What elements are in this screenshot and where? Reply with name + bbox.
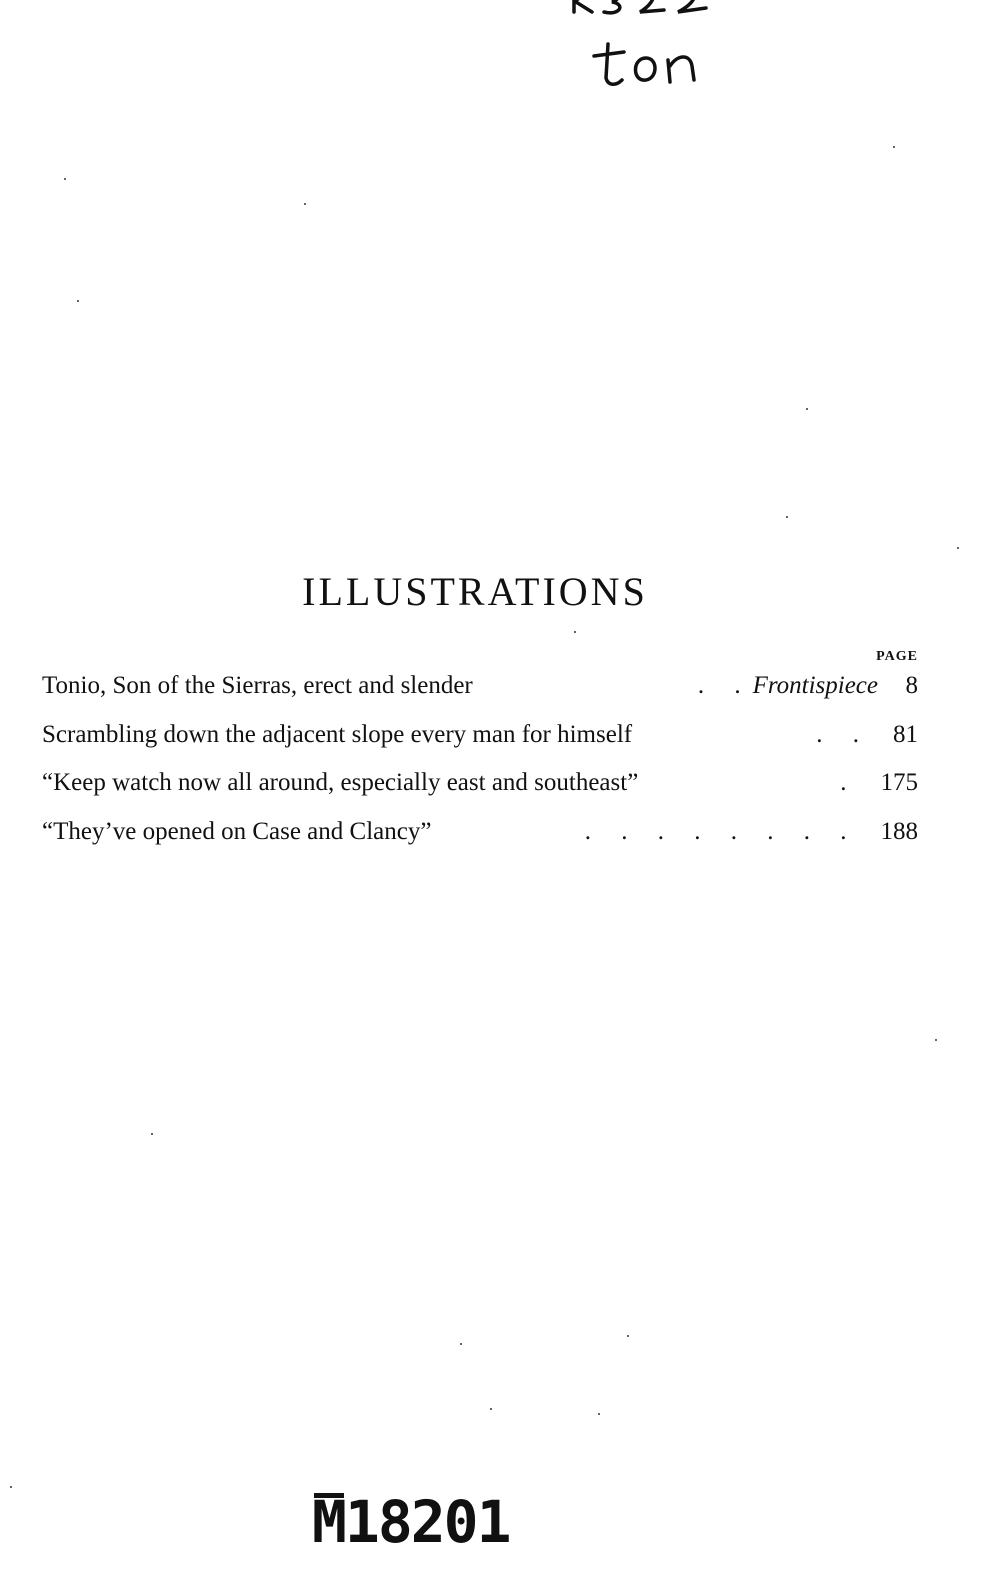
accession-stamp: M18201 xyxy=(312,1488,510,1556)
entry-page-number: 81 xyxy=(893,720,918,748)
entry-page-number: 8 xyxy=(905,672,918,699)
speck xyxy=(893,146,895,148)
entry-title: “Keep watch now all around, especially east and southeast” xyxy=(42,769,639,796)
entry-title: Tonio, Son of the Sierras, erect and slender xyxy=(42,672,473,699)
page-column-label: PAGE xyxy=(876,649,918,664)
dot-leader: . . xyxy=(816,720,871,748)
list-item xyxy=(42,769,918,818)
speck xyxy=(304,203,306,205)
speck xyxy=(957,547,959,549)
speck xyxy=(77,300,79,302)
speck xyxy=(574,631,576,633)
speck xyxy=(151,1133,153,1135)
speck xyxy=(64,178,66,180)
speck xyxy=(786,516,788,518)
entry-tag: Frontispiece xyxy=(752,672,878,699)
dot-leader: . . . . . . . . xyxy=(584,817,859,845)
dot-leader: . xyxy=(840,769,859,796)
list-item xyxy=(42,818,918,867)
speck xyxy=(598,1413,600,1415)
speck xyxy=(490,1408,492,1410)
list-item xyxy=(42,672,918,721)
dot-leader: . . xyxy=(697,672,753,699)
speck xyxy=(806,408,808,410)
speck xyxy=(460,1343,462,1345)
page-title: ILLUSTRATIONS xyxy=(302,569,648,614)
entry-title: “They’ve opened on Case and Clancy” xyxy=(42,817,432,845)
speck xyxy=(10,1486,12,1488)
entry-title: Scrambling down the adjacent slope every man for himself xyxy=(42,720,633,748)
illustrations-list xyxy=(42,672,918,866)
list-item xyxy=(42,721,918,770)
speck xyxy=(935,1039,937,1041)
entry-page-number: 188 xyxy=(880,817,918,845)
handwritten-note xyxy=(560,0,760,96)
entry-page-number: 175 xyxy=(880,769,918,796)
speck xyxy=(627,1335,629,1337)
